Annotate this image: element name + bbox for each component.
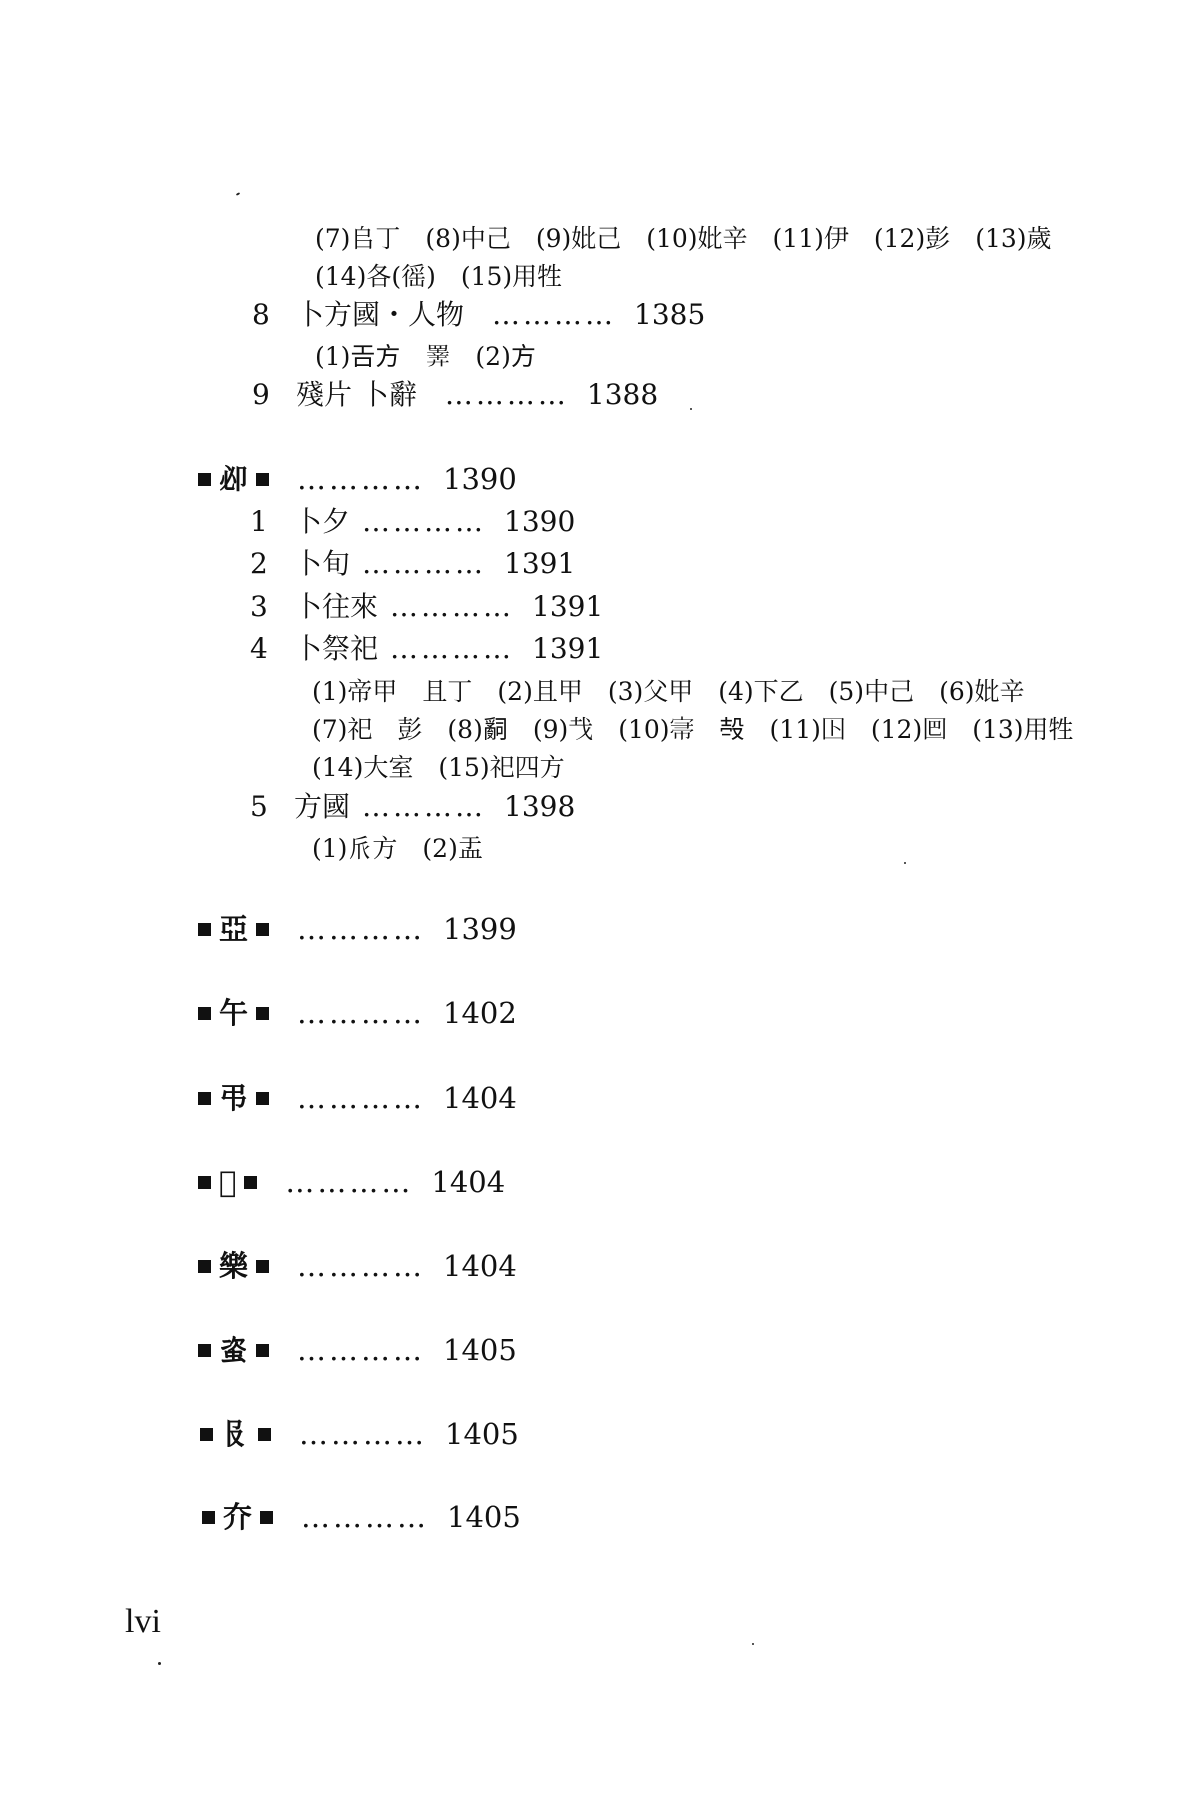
- entry-title: 方國: [294, 790, 351, 823]
- square-bullet-icon: [256, 1260, 269, 1273]
- page-number: 1405: [445, 1417, 519, 1451]
- toc-entry: [250, 790, 575, 824]
- subitems-line: (7)祀 彭 (8)𤔲 (9)𢦏 (10)𡨦 𣪊 (11)𡆥 (12)𡇃 (13)用牲: [312, 715, 1074, 744]
- page-number: 1390: [443, 462, 517, 496]
- toc-heading: [198, 462, 517, 496]
- heading-char: 亞: [219, 912, 249, 946]
- entry-number: 8: [252, 298, 270, 331]
- leader-dots: …………: [297, 912, 426, 946]
- entry-number: 2: [250, 547, 268, 580]
- entry-title: 卜往來: [294, 590, 379, 623]
- subitems-line: (7)𠂤丁 (8)中己 (9)妣己 (10)妣辛 (11)伊 (12)彭 (13)歲: [315, 224, 1052, 253]
- leader-dots: …………: [297, 1333, 426, 1367]
- subitems-line: (1)𢀛方 𢍰 (2)方: [315, 342, 536, 371]
- page-number: 1390: [504, 505, 576, 538]
- scan-speck: [236, 192, 240, 196]
- page-number: 1391: [532, 632, 604, 665]
- square-bullet-icon: [198, 1176, 211, 1189]
- toc-entry: [250, 590, 603, 624]
- toc-entry: [250, 505, 575, 539]
- page-number: 1404: [443, 1249, 517, 1283]
- subitems-line: (1)𠂢方 (2)盂: [312, 834, 483, 863]
- leader-dots: …………: [297, 1081, 426, 1115]
- square-bullet-icon: [256, 1007, 269, 1020]
- leader-dots: …………: [390, 590, 515, 623]
- heading-char: 午: [219, 996, 249, 1030]
- square-bullet-icon: [198, 1092, 211, 1105]
- subitems-line: (1)帝甲 且丁 (2)且甲 (3)父甲 (4)下乙 (5)中己 (6)妣辛: [312, 677, 1025, 706]
- leader-dots: …………: [299, 1417, 428, 1451]
- toc-heading: [200, 1417, 519, 1451]
- leader-dots: …………: [444, 378, 569, 411]
- toc-heading: [198, 996, 517, 1030]
- entry-number: 1: [250, 505, 268, 538]
- square-bullet-icon: [198, 1260, 211, 1273]
- page-number: 1391: [504, 547, 576, 580]
- toc-heading: [198, 1165, 505, 1199]
- entry-title: 卜方國・人物: [296, 298, 465, 331]
- entry-number: 9: [252, 378, 270, 411]
- square-bullet-icon: [260, 1511, 273, 1524]
- leader-dots: …………: [362, 547, 487, 580]
- heading-char: 𧊒: [219, 1333, 249, 1367]
- square-bullet-icon: [244, 1176, 257, 1189]
- page-number: 1391: [532, 590, 604, 623]
- page-number: 1404: [443, 1081, 517, 1115]
- toc-entry: [250, 547, 575, 581]
- toc-entry: [252, 298, 705, 332]
- toc-heading: [202, 1500, 521, 1534]
- entry-number: 5: [250, 790, 268, 823]
- square-bullet-icon: [202, 1511, 215, 1524]
- scan-speck: [752, 1643, 754, 1645]
- subitems-line: (14)各(徭) (15)用牲: [315, 262, 563, 291]
- square-bullet-icon: [198, 473, 211, 486]
- leader-dots: …………: [492, 298, 617, 331]
- heading-char: 弔: [219, 1081, 249, 1115]
- page-number: 1405: [447, 1500, 521, 1534]
- page-number: 1402: [443, 996, 517, 1030]
- heading-char: 𠨘: [219, 462, 249, 496]
- scan-speck: [690, 408, 692, 410]
- heading-char: 樂: [219, 1249, 249, 1283]
- square-bullet-icon: [256, 1344, 269, 1357]
- page-number: 1404: [431, 1165, 506, 1199]
- square-bullet-icon: [200, 1428, 213, 1441]
- square-bullet-icon: [198, 1007, 211, 1020]
- scan-speck: [158, 1662, 161, 1665]
- leader-dots: …………: [297, 462, 426, 496]
- page-number: 1398: [504, 790, 576, 823]
- square-bullet-icon: [198, 1344, 211, 1357]
- page-number: 1385: [634, 298, 706, 331]
- toc-entry: [252, 378, 658, 412]
- leader-dots: …………: [362, 505, 487, 538]
- page-folio: lvi: [125, 1603, 161, 1640]
- leader-dots: …………: [362, 790, 487, 823]
- entry-number: 3: [250, 590, 268, 623]
- page-number: 1399: [443, 912, 517, 946]
- scan-speck: [904, 862, 906, 864]
- entry-title: 殘片 卜辭: [296, 378, 417, 411]
- leader-dots: …………: [301, 1500, 430, 1534]
- toc-heading: [198, 1081, 517, 1115]
- subitems-line: (14)大室 (15)祀四方: [312, 753, 565, 782]
- square-bullet-icon: [198, 923, 211, 936]
- toc-entry: [250, 632, 603, 666]
- leader-dots: …………: [297, 1249, 426, 1283]
- entry-title: 卜夕: [294, 505, 351, 538]
- square-bullet-icon: [256, 473, 269, 486]
- entry-number: 4: [250, 632, 268, 665]
- square-bullet-icon: [256, 1092, 269, 1105]
- heading-char: 𡚬: [219, 1165, 237, 1199]
- heading-char: 𠬝: [221, 1417, 251, 1451]
- toc-heading: [198, 912, 517, 946]
- leader-dots: …………: [297, 996, 426, 1030]
- toc-heading: [198, 1333, 517, 1367]
- leader-dots: …………: [390, 632, 515, 665]
- square-bullet-icon: [256, 923, 269, 936]
- page-number: 1405: [443, 1333, 517, 1367]
- entry-title: 卜旬: [294, 547, 351, 580]
- page-number: 1388: [586, 378, 659, 411]
- toc-heading: [198, 1249, 517, 1283]
- heading-char: 夰: [223, 1500, 253, 1534]
- entry-title: 卜祭祀: [294, 632, 379, 665]
- square-bullet-icon: [258, 1428, 271, 1441]
- leader-dots: …………: [285, 1165, 414, 1199]
